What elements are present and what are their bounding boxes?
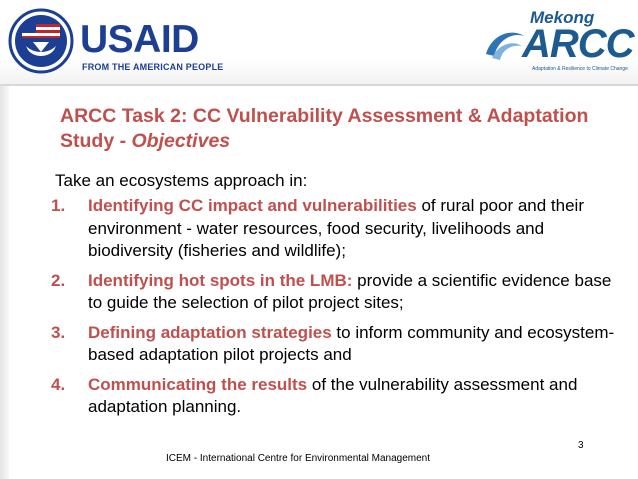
objectives-list xyxy=(51,195,621,426)
arcc-mekong-text: Mekong xyxy=(530,8,595,27)
list-item-text: provide a scientific evidence base to guide the selection of pilot project sites; xyxy=(88,270,612,312)
list-item-highlight: Identifying hot spots in the LMB: xyxy=(88,270,353,290)
arcc-wordmark: ARCC xyxy=(522,22,634,66)
list-item xyxy=(51,195,621,263)
list-item-number: 4. xyxy=(51,374,66,394)
list-item-number: 2. xyxy=(51,270,66,290)
list-item xyxy=(51,270,621,315)
list-item-highlight: Defining adaptation strategies xyxy=(88,322,332,342)
usaid-logo xyxy=(8,8,224,74)
list-item xyxy=(51,374,621,419)
slide-title-italic: Objectives xyxy=(131,130,231,152)
usaid-wordmark: USAID xyxy=(80,18,199,61)
list-item-text: to inform community and ecosystem-based adaptation pilot projects and xyxy=(88,322,615,364)
list-item xyxy=(51,322,621,367)
list-item-number: 3. xyxy=(51,322,66,342)
list-item-highlight: Communicating the results xyxy=(88,374,308,394)
slide-footer: ICEM - International Centre for Environmental Management xyxy=(166,453,431,464)
list-item-highlight: Identifying CC impact and vulnerabilities xyxy=(88,196,417,215)
slide-title xyxy=(60,104,620,154)
left-decorative-band xyxy=(0,86,9,479)
mekong-arcc-logo xyxy=(482,6,632,80)
list-item-number: 1. xyxy=(51,196,66,215)
list-item-text: of rural poor and their environment - water resources, food security, livelihoods and biodiversity (fisheries and wildlife); xyxy=(88,196,584,260)
usaid-seal-icon xyxy=(8,8,74,74)
header-divider xyxy=(0,84,638,86)
slide-intro: Take an ecosystems approach in: xyxy=(55,171,308,190)
arcc-tagline: Adaptation & Resilience to Climate Change xyxy=(532,66,628,72)
usaid-tagline: FROM THE AMERICAN PEOPLE xyxy=(82,62,224,72)
slide-title-main: ARCC Task 2: CC Vulnerability Assessment & Adaptation Study - xyxy=(60,105,589,152)
list-item-text: of the vulnerability assessment and adaptation planning. xyxy=(88,374,578,416)
page-number: 3 xyxy=(578,440,584,451)
